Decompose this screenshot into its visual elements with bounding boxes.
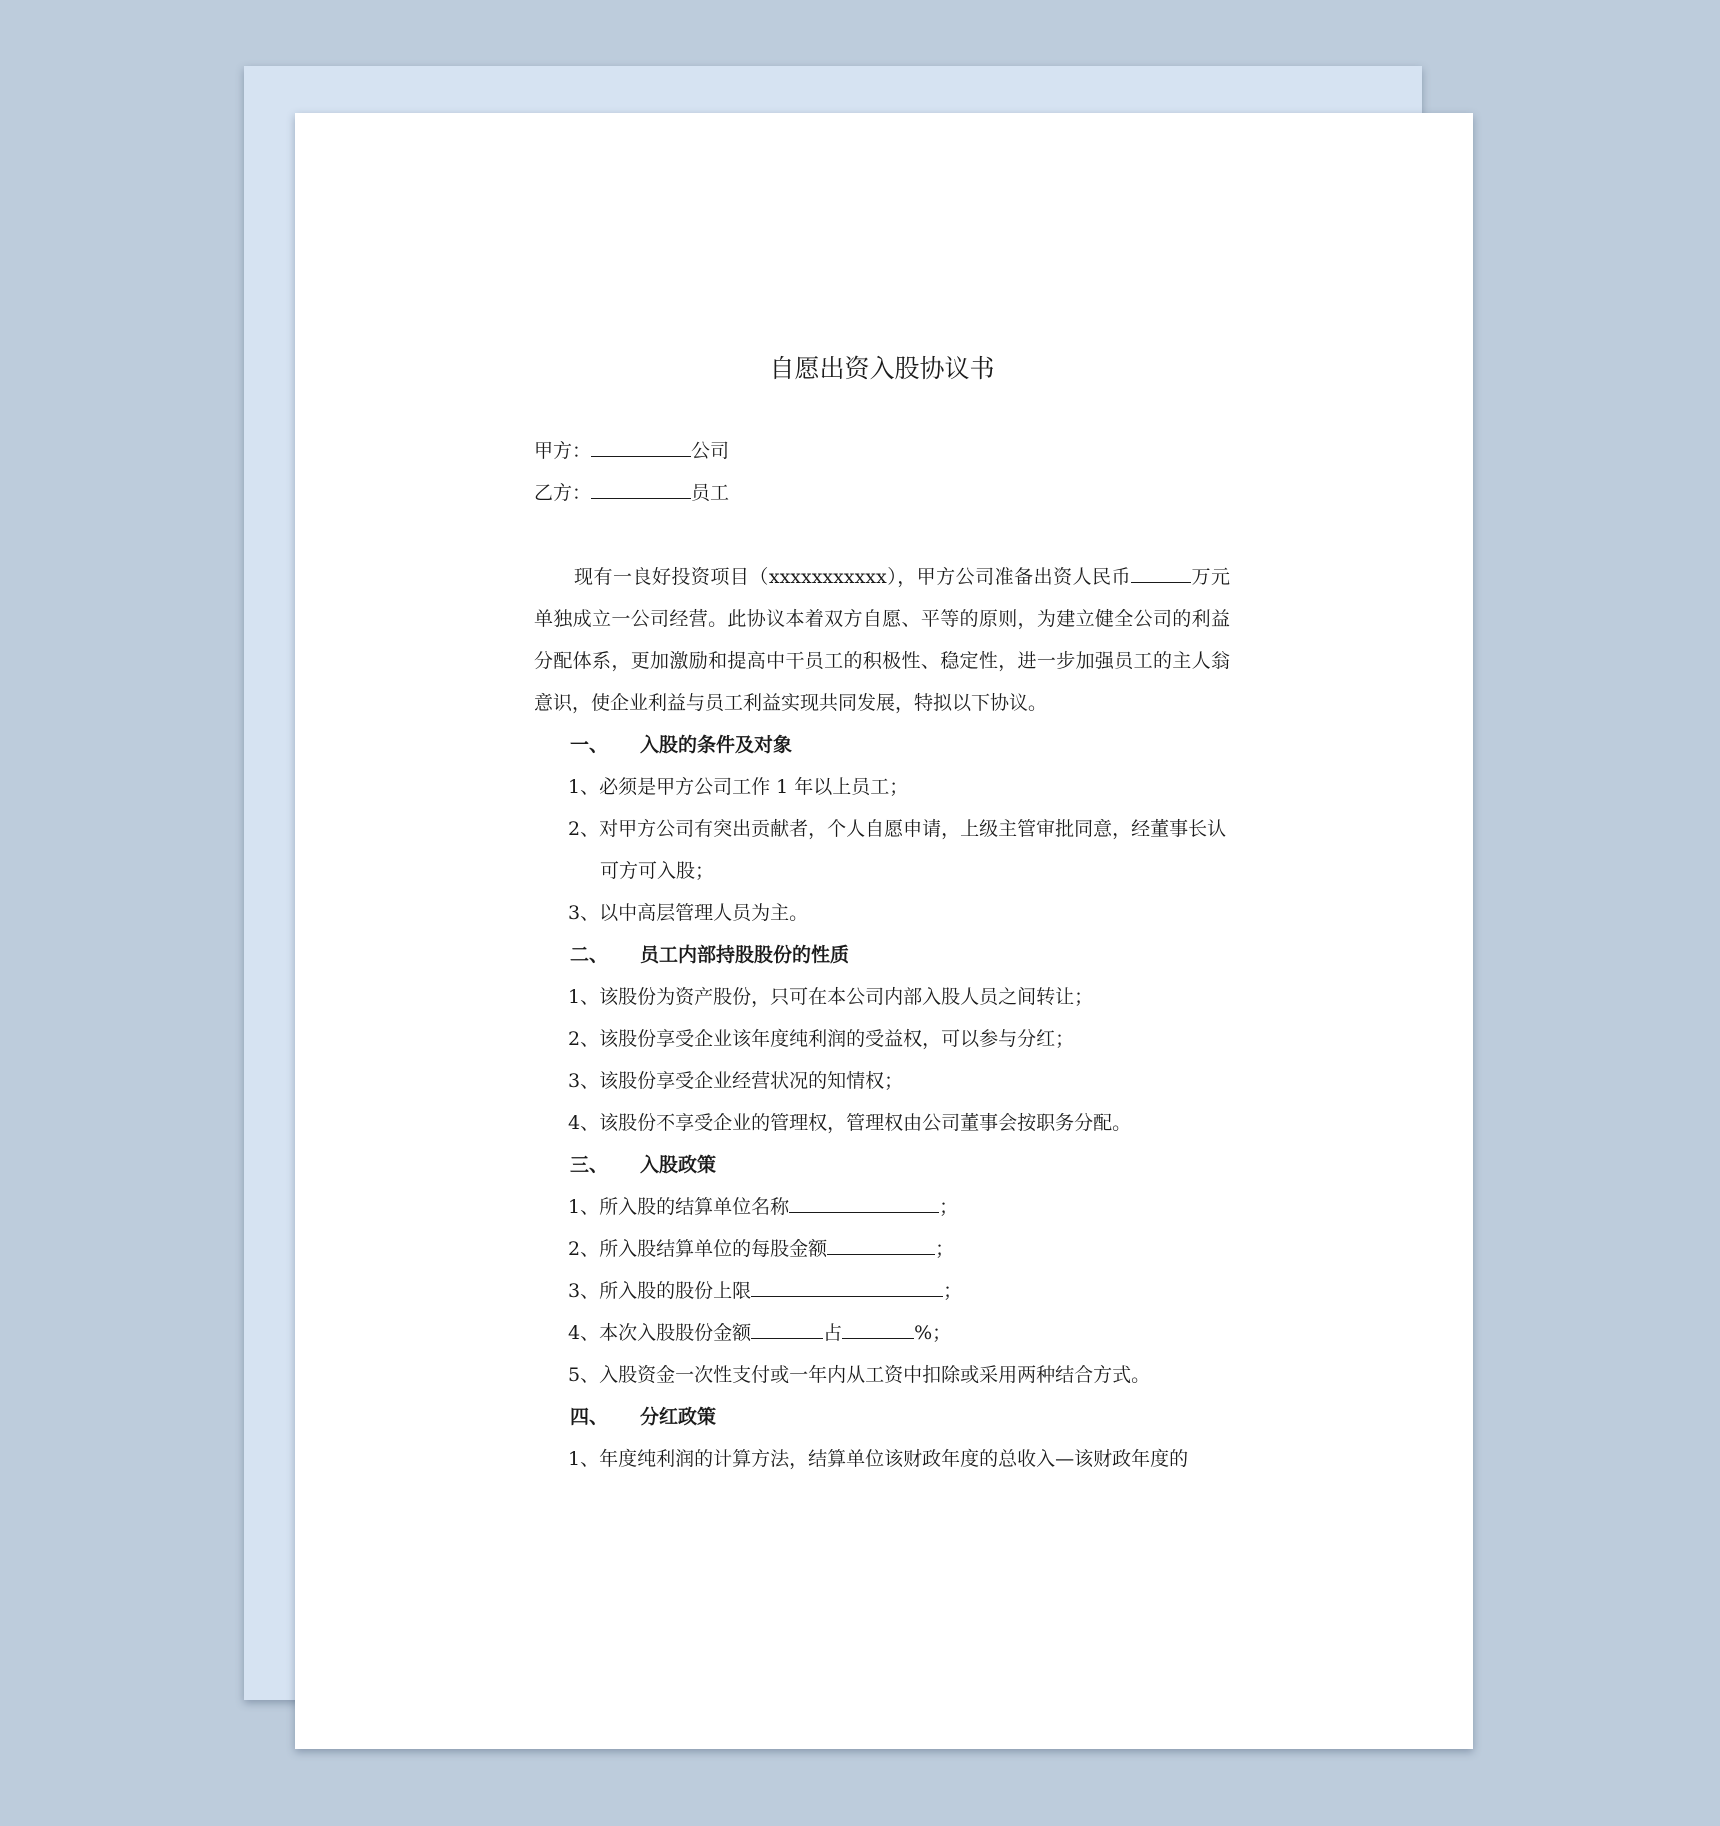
share-value-blank <box>751 1312 823 1339</box>
list-item: 4、该股份不享受企业的管理权，管理权由公司董事会按职务分配。 <box>568 1112 1132 1134</box>
share-amount-blank <box>827 1228 935 1255</box>
section-heading <box>534 1144 1230 1186</box>
share-percent-blank <box>842 1312 914 1339</box>
section-heading <box>534 724 1230 766</box>
party-b-blank <box>591 472 691 499</box>
list-item <box>534 1228 1230 1270</box>
section-number: 二、 <box>570 944 609 966</box>
list-item-end: ； <box>943 1280 963 1302</box>
section-title: 入股的条件及对象 <box>640 734 793 756</box>
list-item <box>534 1270 1230 1312</box>
intro-paragraph <box>534 556 1230 724</box>
investment-amount-blank <box>1131 556 1191 583</box>
list-item: 5、入股资金一次性支付或一年内从工资中扣除或采用两种结合方式。 <box>568 1364 1151 1386</box>
section-title: 入股政策 <box>640 1154 717 1176</box>
unit-name-blank <box>789 1186 939 1213</box>
section-title: 分红政策 <box>640 1406 717 1428</box>
section-number: 四、 <box>570 1406 609 1428</box>
list-item-text: 2、所入股结算单位的每股金额 <box>568 1238 828 1260</box>
list-item-end: ； <box>939 1196 959 1218</box>
share-limit-blank <box>751 1270 943 1297</box>
party-b-label: 乙方： <box>534 482 592 504</box>
list-item: 2、对甲方公司有突出贡献者，个人自愿申请，上级主管审批同意，经董事长认可方可入股； <box>568 818 1227 882</box>
party-a-suffix: 公司 <box>691 440 730 462</box>
party-b-suffix: 员工 <box>691 482 730 504</box>
list-item: 1、该股份为资产股份，只可在本公司内部入股人员之间转让； <box>568 986 1094 1008</box>
document-body <box>534 348 1230 1480</box>
list-item: 3、该股份享受企业经营状况的知情权； <box>568 1070 904 1092</box>
list-item: 1、必须是甲方公司工作 1 年以上员工； <box>568 776 909 798</box>
list-item-text: 1、所入股的结算单位名称 <box>568 1196 790 1218</box>
list-item-mid: 占 <box>823 1322 843 1344</box>
list-item-end: ； <box>935 1238 955 1260</box>
list-item: 1、年度纯利润的计算方法，结算单位该财政年度的总收入—该财政年度的 <box>568 1448 1189 1470</box>
list-item <box>534 1186 1230 1228</box>
party-b-line <box>534 472 1230 514</box>
intro-text-start: 现有一良好投资项目（xxxxxxxxxxx），甲方公司准备出资人民币 <box>574 566 1132 588</box>
section-heading <box>534 1396 1230 1438</box>
list-item: 2、该股份享受企业该年度纯利润的受益权，可以参与分红； <box>568 1028 1075 1050</box>
list-item-text: 4、本次入股股份金额 <box>568 1322 752 1344</box>
party-a-label: 甲方： <box>534 440 592 462</box>
document-title: 自愿出资入股协议书 <box>769 354 995 383</box>
section-heading <box>534 934 1230 976</box>
list-item: 3、以中高层管理人员为主。 <box>568 902 809 924</box>
party-a-line <box>534 430 1230 472</box>
list-item <box>534 1312 1230 1354</box>
list-item-text: 3、所入股的股份上限 <box>568 1280 752 1302</box>
list-item-end: %； <box>914 1322 952 1344</box>
party-a-blank <box>591 430 691 457</box>
section-title: 员工内部持股股份的性质 <box>640 944 850 966</box>
intro-text-end: 万元单独成立一公司经营。此协议本着双方自愿、平等的原则，为建立健全公司的利益分配体系，更加激励和提高中干员工的积极性、稳定性，进一步加强员工的主人翁意识，使企业利益与员工利益实现共同发展，特拟以下协议。 <box>534 566 1230 714</box>
section-number: 一、 <box>570 734 609 756</box>
section-number: 三、 <box>570 1154 609 1176</box>
